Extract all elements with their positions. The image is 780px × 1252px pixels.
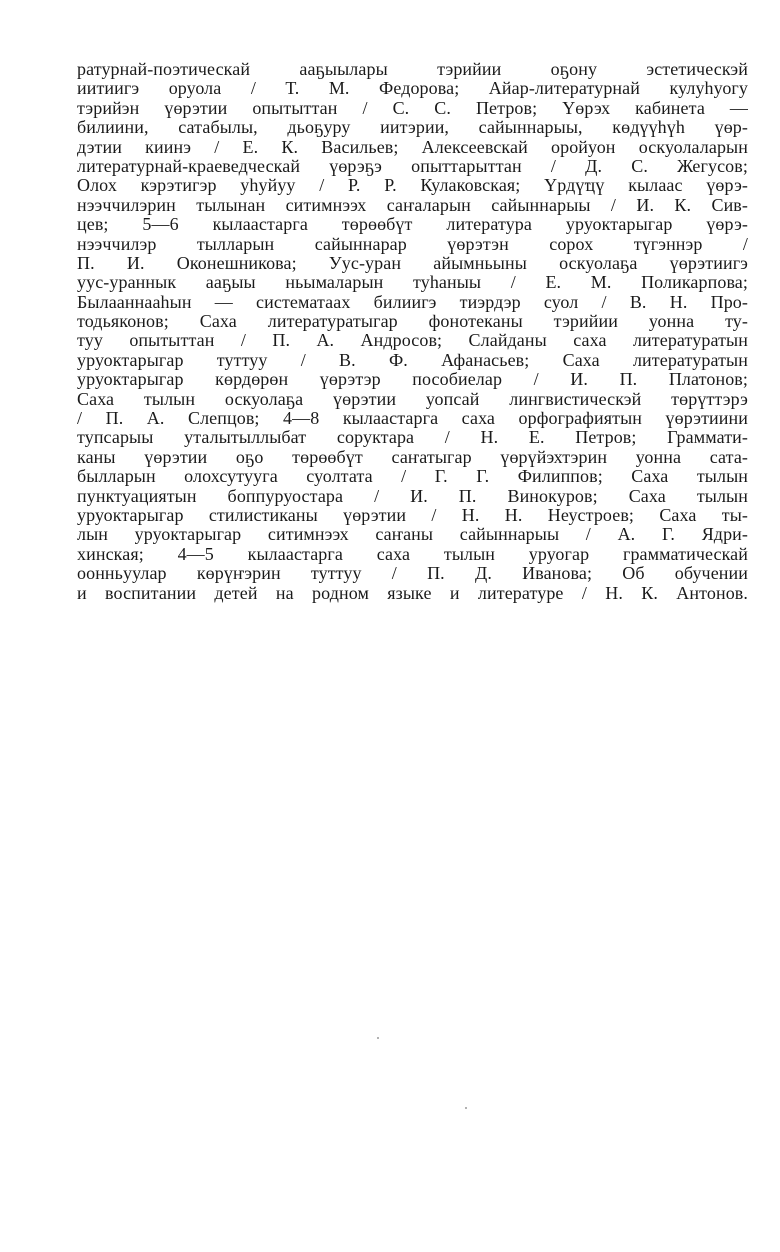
text-line: дэтии киинэ / Е. К. Васильев; Алексеевскай оройуон оскуолаларын [77, 136, 748, 157]
text-line: былларын олохсутууга суолтата / Г. Г. Филиппов; Саха тылын [77, 466, 748, 487]
text-line: уруоктарыгар туттуу / В. Ф. Афанасьев; Саха литературатын [77, 349, 748, 370]
scan-speck [377, 1037, 379, 1039]
text-line: лын уруоктарыгар ситимнээх саҥаны сайыннарыы / А. Г. Ядри- [77, 524, 748, 545]
text-line: хинская; 4—5 кылаастарга саха тылын уруогар грамматическай [77, 543, 748, 564]
text-line: нээччилэрин тылынан ситимнээх саҥаларын сайыннарыы / И. К. Сив- [77, 194, 748, 215]
text-line: тодьяконов; Саха литературатыгар фонотеканы тэрийии уонна ту- [77, 311, 748, 332]
text-line: туу опытыттан / П. А. Андросов; Слайданы саха литературатын [77, 330, 748, 351]
text-line: / П. А. Слепцов; 4—8 кылаастарга саха орфографиятын үөрэтиини [77, 408, 748, 429]
text-line: иитиигэ оруола / Т. М. Федорова; Айар-литературнай кулуһуогу [77, 78, 748, 99]
text-line: Саха тылын оскуолаҕа үөрэтии уопсай лингвистическэй төрүттэрэ [77, 388, 748, 409]
text-line: билиини, сатабылы, дьоҕуру иитэрии, сайыннарыы, көдүүһүһ үөр- [77, 117, 748, 138]
text-line: литературнай-краеведческай үөрэҕэ опыттарыттан / Д. С. Жегусов; [77, 155, 748, 176]
text-line: уруоктарыгар стилистиканы үөрэтии / Н. Н. Неустроев; Саха ты- [77, 504, 748, 525]
text-line: ратурнай-поэтическай ааҕыылары тэрийии оҕону эстетическэй [77, 59, 748, 79]
scan-speck [465, 1107, 467, 1109]
text-line: и воспитании детей на родном языке и литературе / Н. К. Антонов. [77, 582, 748, 603]
text-line: нээччилэр тылларын сайыннарар үөрэтэн сорох түгэннэр / [77, 233, 748, 254]
text-line: оонньуулар көрүҥэрин туттуу / П. Д. Иванова; Об обучении [77, 563, 748, 584]
text-line: уус-ураннык ааҕыы ньымаларын туһаныы / Е. М. Поликарпова; [77, 272, 748, 293]
text-line: П. И. Оконешникова; Уус-уран айымньыны оскуолаҕа үөрэтиигэ [77, 252, 748, 273]
text-line: уруоктарыгар көрдөрөн үөрэтэр пособиелар / И. П. Платонов; [77, 369, 748, 390]
text-line: каны үөрэтии оҕо төрөөбүт саҥатыгар үөрүйэхтэрин уонна сата- [77, 446, 748, 467]
text-line: Олох кэрэтигэр уһуйуу / Р. Р. Кулаковская; Үрдүҵү кылаас үөрэ- [77, 175, 748, 196]
text-line: тэрийэн үөрэтии опытыттан / С. С. Петров; Үөрэх кабинета — [77, 97, 748, 118]
text-line: цев; 5—6 кылаастарга төрөөбүт литература уруоктарыгар үөрэ- [77, 214, 748, 235]
text-line: пунктуациятын боппуруостара / И. П. Винокуров; Саха тылын [77, 485, 748, 506]
text-line: Былааннааһын — систематаах билиигэ тиэрдэр суол / В. Н. Про- [77, 291, 748, 312]
bibliography-paragraph [77, 60, 748, 603]
text-line: тупсарыы уталытыллыбат соруктара / Н. Е. Петров; Граммати- [77, 427, 748, 448]
